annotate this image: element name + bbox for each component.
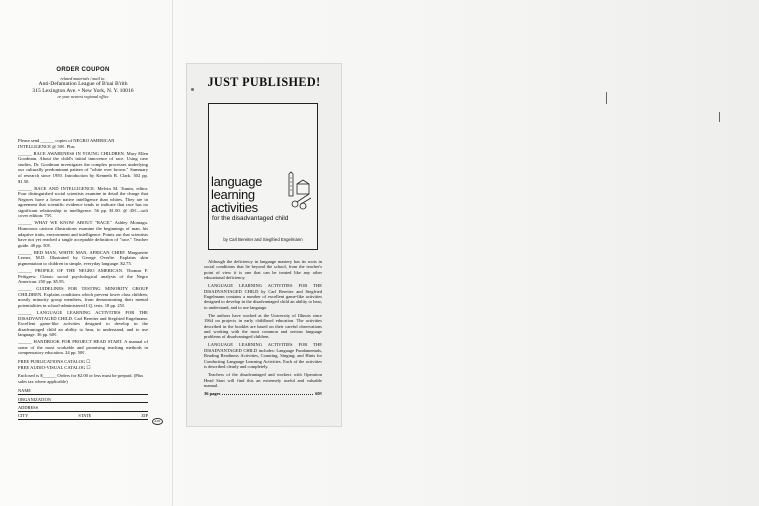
coupon-header [18,68,148,100]
price: 60¢ [315,390,322,396]
city-state-zip-field[interactable] [18,413,148,420]
organization-label: ORGANIZATION [18,396,51,402]
ad-headline: JUST PUBLISHED! [207,75,321,89]
leader-dots [222,391,313,395]
coupon-title: ORDER COUPON [56,67,110,73]
address-field[interactable] [18,404,148,411]
price-line [204,391,322,396]
publications-catalog-checkbox[interactable]: FREE PUBLICATIONS CATALOG ☐ [18,359,91,365]
catalog-options [18,359,148,370]
zip-label: ZIP [141,413,148,419]
organization-field[interactable] [18,396,148,403]
scan-mark [606,92,607,104]
name-field[interactable] [18,387,148,394]
ad-body [204,259,322,396]
ad-paragraph: Although the deficiency in language mastery has its roots in social conditions that lie beyond the school, from the teacher's point of view it is one that can be treated like any other educational deficiency. [204,259,322,281]
city-label: CITY [18,413,29,419]
coupon-item: ______ HANDBOOK FOR PROJECT HEAD START. A manual of some of the most workable and promising teaching methods in compensatory education. 24 pp. 50¢. [18,339,148,356]
ad-paragraph: LANGUAGE LEARNING ACTIVITIES FOR THE DISADVANTAGED CHILD by Carl Bereiter and Siegfried Engelmann contains a number of excellent game-like activities designed to develop in the disadvantaged child an ability to hear, to understand, and to use language. [204,283,322,310]
book-cover [208,103,318,250]
state-label: STATE [78,413,92,419]
page-fold-line [172,0,173,506]
coupon-intro: Please send ______ copies of NEGRO AMERICAN INTELLIGENCE @ 50¢. Plus [18,137,115,149]
cover-authors: by Carl Bereiter and Siegfried Engelmann [223,237,303,242]
regional-office-note: or your nearest regional office [57,94,109,100]
audio-visual-catalog-checkbox[interactable]: FREE AUDIO-VISUAL CATALOG ☐ [18,364,91,370]
organization-address: 315 Lexington Ave. • New York, N. Y. 10016 [32,87,134,94]
cover-title-line: learning [211,187,255,202]
coupon-item: ______ LANGUAGE LEARNING ACTIVITIES FOR THE DISADVANTAGED CHILD. Carl Bereiter and Siegfried Engelmann. Excellent game-like activities designed to develop in the disadvantaged child an ability to hear, to understand, and to use language. 36 pp. 60¢. [18,309,148,338]
ad-paragraph: The authors have worked at the University of Illinois since 1964 on projects in early childhood education. The activities described in the booklet are based on their careful observations and working with the most common and serious language problems of disadvantaged children. [204,312,322,340]
cover-title-line: activities [211,200,258,215]
coupon-item: ______ RACE AWARENESS IN YOUNG CHILDREN. Mary Ellen Goodman. About the child's initial innocence of race. Using case studies, Dr. Goodman investigates the complex processes underlying our culturally predominant pattern of "white over brown." Summary of research since 1950. Introduction by Kenneth B. Clark. 302 pp. $1.50. [18,150,148,184]
coupon-item: ______ RACE AND INTELLIGENCE. Melvin M. Tumin, editor. Four distinguished social scientists examine in detail the charge that Negroes have a lower native intelligence than whites. They are in agreement that scientific evidence tends to indicate that race has no significant relationship to intelligence. 56 pp. $1.00. @ 45¢—soft cover edition: 75¢. [18,185,148,219]
address-label: ADDRESS [18,405,39,411]
coupon-item: ______ RED MAN, WHITE MAN, AFRICAN CHIEF. Marguerite Lerner, M.D. Illustrated by George Overlie. Explains skin pigmentation to children in simple, everyday language. $2.75. [18,249,148,266]
ad-paragraph: LANGUAGE LEARNING ACTIVITIES FOR THE DISADVANTAGED CHILD includes: Language Fundamentals, Reading Readiness Activities, Counting, Singing; and Hints for Conducting Language Learning Activities. Each of the activities is described clearly and completely. [204,342,322,370]
coupon-item: ______ GUIDELINES FOR TESTING MINORITY GROUP CHILDREN. Explains conditions which prevent lower class children, mostly minority group members, from demonstrating their mental potentialities in school-administered I.Q. tests. 18 pp. 25¢. [18,286,148,308]
name-label: NAME [18,388,31,394]
cover-title-line: language [211,174,263,189]
payment-note: Enclosed is $______ Orders for $2.00 or less must be prepaid. (Plus sales tax where applicable) [18,373,144,384]
ad-paragraph: Teachers of the disadvantaged and workers with Operation Head Start will find this an extremely useful and valuable manual. [204,372,322,388]
cover-illustration-icon [281,170,315,214]
organization-name: Anti-Defamation League of B'nai B'rith [38,81,128,88]
coupon-item: ______ WHAT WE KNOW ABOUT "RACE." Ashley Montagu. Humorous cartoon illustrations examine the beginnings of man, his adaptive traits, environment and intelligence. Points out that scientists have not yet reached a single acceptable definition of "race." Teacher guide. 40 pp. 50¢. [18,220,148,248]
page-count: 36 pages [204,390,221,396]
advertisement-panel [186,63,342,427]
address-form [18,387,148,420]
adl-logo-icon [152,418,163,425]
cover-subtitle: for the disadvantaged child [212,215,289,222]
coupon-item: ______ PROFILE OF THE NEGRO AMERICAN. Thomas F. Pettigrew. Classic social psychological analysis of the Negro American. 250 pp. $5.95. [18,267,148,285]
coupon-subtitle: related materials / mail to: [60,75,106,81]
logo-lettering: ADL [154,419,161,423]
scan-mark [719,112,720,122]
order-coupon [18,68,148,420]
hole-punch-icon [191,88,194,91]
